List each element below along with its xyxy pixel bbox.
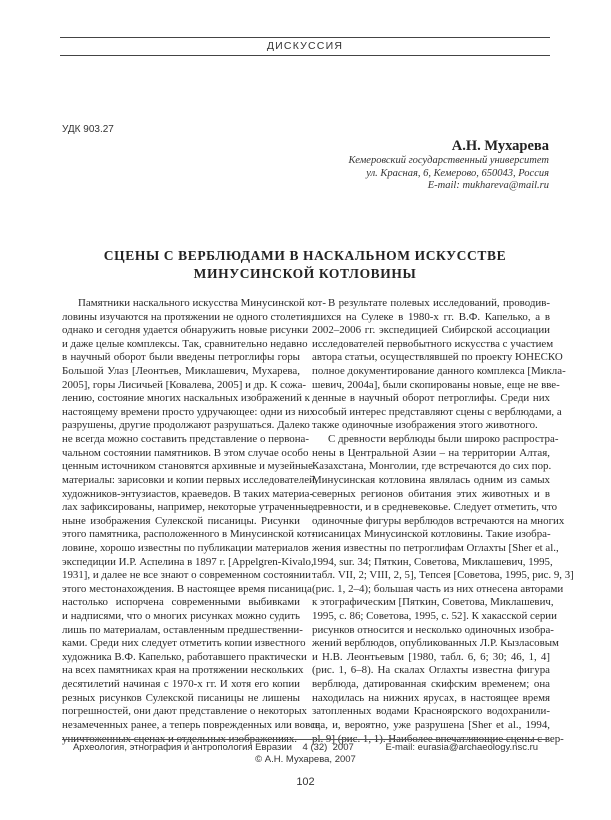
author-address: ул. Красная, 6, Кемерово, 650043, Россия [366,167,549,179]
text-line: ловины изучаются на протяжении не одного столетия, [62,310,314,323]
text-line: нены в Центральной Азии – на территории Алтая, [312,446,550,459]
text-line: pl. 9] (рис. 1, 1). Наиболее впечатляющие сцены с вер- [312,732,564,745]
text-line: художников-энтузиастов, краеведов. В таких материа- [62,487,314,500]
header-rule-top [60,37,550,38]
text-line: этого памятника, расположенного в Минусинской кот- [62,528,316,541]
text-line: В результате полевых исследований, проводив- [328,297,550,309]
text-line: шевич, 2004а], были скопированы новые, еще не вве- [312,378,560,391]
text-line: рисунков относится и несколько одиночных изобра- [312,623,554,636]
body-column-left [62,297,326,746]
text-line: резных рисунков Сулекской писаницы не лишены [62,691,300,704]
text-line: шихся на Сулеке в 1980-х гг. В.Ф. Капелько, а в [312,310,550,323]
text-line: материалы: зарисовки и копии первых исследователей, [62,473,318,486]
footer-journal-line [62,742,549,754]
article-title [60,247,550,283]
author-affiliation: Кемеровский государственный университет [348,155,549,166]
text-line: писаницах Минусинской котловины. Такие изобра- [312,528,551,541]
author-name: А.Н. Мухарева [451,138,549,154]
text-line: лению, состояние многих наскальных изображений к [62,392,310,405]
text-line: северных регионов обитания этих животных и в [312,487,550,500]
text-line: 1994, sur. 34; Пяткин, Советова, Миклашевич, 1995, [312,555,553,568]
text-line: 2005], горы Лисичьей [Ковалева, 2005] и др. К сожа- [62,378,307,391]
text-line: к этографическим [Пяткин, Советова, Миклашевич, [312,596,554,609]
text-line: и надписями, что о многих рисунках можно судить [62,610,300,623]
text-line: автора статьи, осуществлявшей по проекту ЮНЕСКО [312,351,563,364]
text-line: Минусинская котловина являлась одним из самых [312,473,550,486]
text-line: на всех памятниках края на протяжении нескольких [62,664,304,677]
text-line: исследователей первобытного искусства с участием [312,337,554,350]
text-line: Памятники наскального искусства Минусинской кот- [78,297,326,309]
text-line: ловине, хорошо известны по публикации материалов [62,541,309,554]
text-line: уничтоженных сценах и отдельных изображениях. [62,732,297,745]
text-line: 1931], и далее не все знают о современном состоянии [62,569,311,582]
text-line: ныне изображения Сулекской писаницы. Рисунки [62,514,300,527]
udk-code: УДК 903.27 [62,124,114,135]
text-line: 2002–2006 гг. экспедицией Сибирской ассоциации [312,324,550,337]
header-rule-bottom [60,55,550,56]
text-line: табл. VII, 2; VIII, 2, 5], Тепсея [Советова, 1995, рис. 9, 3] [312,569,574,582]
footer-copyright: © А.Н. Мухарева, 2007 [255,754,356,765]
page-number: 102 [296,776,315,788]
text-line: ценным источником становятся архивные и музейные [62,460,313,473]
text-line: полное документирование данного комплекса [Микла- [312,365,566,378]
text-line: С древности верблюды были широко распростра- [328,433,559,446]
text-line: верблюда, датированная скифским временем; она [312,678,550,691]
text-line: лах зафиксированы, например, некоторые утраченные [62,501,314,514]
title-line: МИНУСИНСКОЙ КОТЛОВИНЫ [193,266,417,281]
footer-journal: Археология, этнография и антропология Евразии [72,742,292,753]
text-line: ками. Среди них следует отметить копии известного [62,637,306,650]
title-line: СЦЕНЫ С ВЕРБЛЮДАМИ В НАСКАЛЬНОМ ИСКУССТВЕ [103,248,507,263]
text-line: настоящему времени просто удручающее: одни из них [62,405,316,418]
text-line: Большой Улаз [Леонтьев, Миклашевич, Мухарева, [62,365,300,378]
text-line: чальном состоянии памятников. В этом случае особо [62,446,309,459]
text-line: денные в научный оборот петроглифы. Среди них [312,392,550,405]
footer-year: 2007 [332,742,354,753]
text-line: находилась на нижних ярусах, в настоящее время [312,691,550,704]
author-email: E-mail: mukhareva@mail.ru [427,180,549,192]
text-line: ща, и, вероятно, уже разрушена [Sher et al., 1994, [312,718,550,731]
text-line: лишь по материалам, оставленным предшественни- [62,623,303,636]
text-line: и Н.В. Леонтьевым [1980, табл. 6, 6; 30; 46, 1, 4] [312,650,550,663]
text-line: затопленных водами Красноярского водохранили- [312,705,550,718]
body-column-right [312,297,574,746]
text-line: (рис. 1, 2–4); большая часть из них отнесена авторами [312,582,564,595]
text-line: Казахстана, Монголии, где встречаются до сих пор. [312,460,552,473]
footer-rule [62,739,549,740]
text-line: однако и сегодня удается обнаружить новые рисунки [62,324,309,337]
footer-issue: 4 (32) [302,742,328,753]
text-line: этого местонахождения. В настоящее время писаница [62,582,312,595]
section-label: ДИСКУССИЯ [266,40,344,52]
text-line: древности, и в средневековье. Следует отметить, что [312,501,558,514]
text-line: жений верблюдов, опубликованных Л.Р. Кызласовым [312,637,559,650]
text-line: художника В.Ф. Капелько, работавшего практически [62,650,307,663]
text-line: одиночные фигуры верблюдов встречаются на многих [312,514,565,527]
text-line: 1995, с. 86; Советова, 1995, с. 52]. К хакасской серии [312,610,557,623]
text-line: разрушены, другие продолжают разрушаться. Далеко [62,419,310,432]
text-line: незамеченных ранее, а теперь поврежденных или вовсе [62,718,320,731]
text-line: не всегда можно составить представление о первона- [62,433,310,446]
text-line: жения известны по петроглифам Оглахты [Sher et al., [312,541,559,554]
text-line: особый интерес представляют сцены с верблюдами, а [312,405,562,418]
footer-email: E-mail: eurasia@archaeology.nsc.ru [385,742,539,753]
text-line: в научный оборот были введены петроглифы горы [62,351,300,364]
author-block [229,137,549,193]
text-line: и даже целые комплексы. Так, сравнительно недавно [62,337,308,350]
text-line: настолько испорчена современными выбивками [62,596,300,609]
text-line: экспедиции И.Р. Аспелина в 1897 г. [Appelgren-Kivalo, [62,555,314,568]
text-line: десятилетий начиная с 1970-х гг. И хотя его копии [62,678,300,691]
text-line: погрешностей, они дают представление о некоторых [62,705,308,718]
text-line: также одиночные изображения этого животного. [312,419,538,432]
text-line: (рис. 1, 6–8). На скалах Оглахты известна фигура [312,664,550,677]
